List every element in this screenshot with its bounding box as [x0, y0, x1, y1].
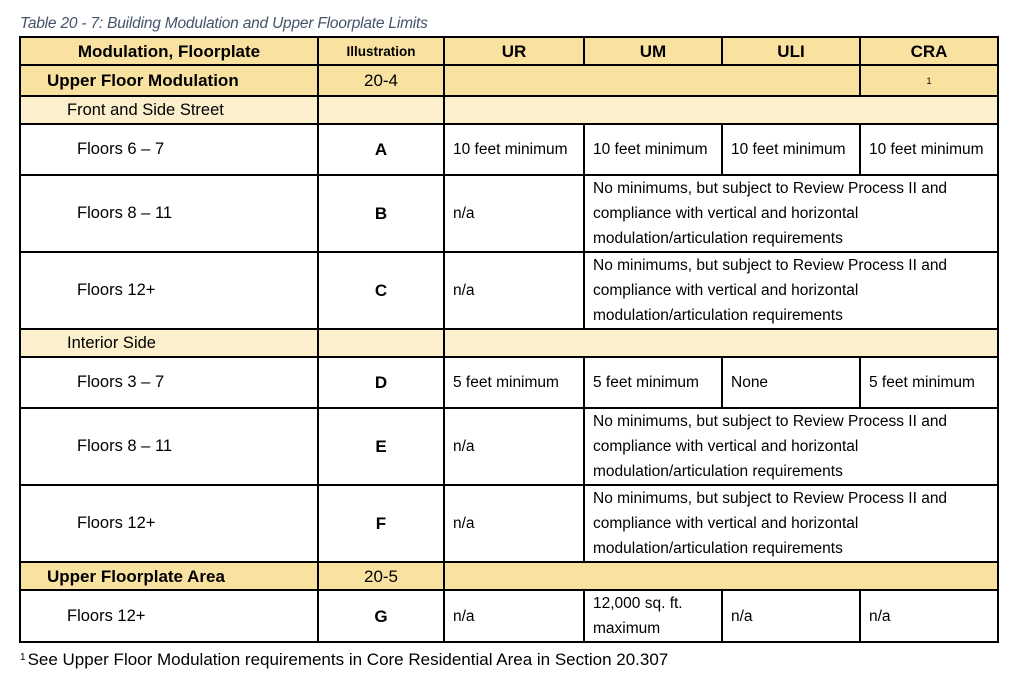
merged-um-uli-cra-cell: No minimums, but subject to Review Process II and compliance with vertical and horizontal modulation/articulation requirements [584, 252, 998, 329]
floors-cell: Floors 6 – 7 [20, 124, 318, 175]
footnote-marker: 1 [20, 652, 26, 663]
floors-cell: Floors 8 – 11 [20, 175, 318, 252]
header-row [20, 37, 998, 65]
subsection-row-front-side-street [20, 96, 998, 124]
header-cra: CRA [860, 37, 998, 65]
section-empty-cell [444, 562, 998, 590]
illustration-cell: D [318, 357, 444, 408]
uli-cell: 10 feet minimum [722, 124, 860, 175]
section-label: Upper Floor Modulation [20, 65, 318, 96]
floors-cell: Floors 8 – 11 [20, 408, 318, 485]
section-row-upper-floor-modulation [20, 65, 998, 96]
illustration-cell: F [318, 485, 444, 562]
merged-um-uli-cra-cell: No minimums, but subject to Review Process II and compliance with vertical and horizontal modulation/articulation requirements [584, 485, 998, 562]
illustration-cell: C [318, 252, 444, 329]
header-illustration: Illustration [318, 37, 444, 65]
table-row [20, 252, 998, 329]
table-row [20, 124, 998, 175]
illustration-cell: G [318, 590, 444, 642]
illustration-cell: A [318, 124, 444, 175]
table-row [20, 408, 998, 485]
um-cell: 10 feet minimum [584, 124, 722, 175]
section-row-upper-floorplate-area [20, 562, 998, 590]
subsection-row-interior-side [20, 329, 998, 357]
illustration-cell: B [318, 175, 444, 252]
section-label: Upper Floorplate Area [20, 562, 318, 590]
subsection-empty-cell [444, 329, 998, 357]
floors-cell: Floors 12+ [20, 590, 318, 642]
section-illustration: 20-5 [318, 562, 444, 590]
merged-um-uli-cra-cell: No minimums, but subject to Review Process II and compliance with vertical and horizontal modulation/articulation requirements [584, 408, 998, 485]
uli-cell: None [722, 357, 860, 408]
modulation-floorplate-table [19, 36, 999, 643]
merged-um-uli-cra-cell: No minimums, but subject to Review Process II and compliance with vertical and horizontal modulation/articulation requirements [584, 175, 998, 252]
table-row [20, 175, 998, 252]
ur-cell: n/a [444, 485, 584, 562]
subsection-empty-cell [318, 329, 444, 357]
section-empty-cell [444, 65, 860, 96]
cra-cell: 5 feet minimum [860, 357, 998, 408]
header-um: UM [584, 37, 722, 65]
ur-cell: 5 feet minimum [444, 357, 584, 408]
subsection-label: Interior Side [20, 329, 318, 357]
ur-cell: n/a [444, 590, 584, 642]
cra-cell: n/a [860, 590, 998, 642]
cra-cell: 10 feet minimum [860, 124, 998, 175]
floors-cell: Floors 12+ [20, 252, 318, 329]
subsection-empty-cell [318, 96, 444, 124]
ur-cell: n/a [444, 408, 584, 485]
table-caption: Table 20 - 7: Building Modulation and Upper Floorplate Limits [20, 15, 428, 32]
ur-cell: n/a [444, 175, 584, 252]
ur-cell: n/a [444, 252, 584, 329]
uli-cell: n/a [722, 590, 860, 642]
footnote [20, 650, 668, 670]
table-row [20, 590, 998, 642]
subsection-empty-cell [444, 96, 998, 124]
illustration-cell: E [318, 408, 444, 485]
floors-cell: Floors 3 – 7 [20, 357, 318, 408]
header-ur: UR [444, 37, 584, 65]
header-modulation-floorplate: Modulation, Floorplate [20, 37, 318, 65]
footnote-text: See Upper Floor Modulation requirements in Core Residential Area in Section 20.307 [27, 650, 669, 669]
subsection-label: Front and Side Street [20, 96, 318, 124]
section-illustration: 20-4 [318, 65, 444, 96]
um-cell: 12,000 sq. ft. maximum [584, 590, 722, 642]
table-row [20, 357, 998, 408]
header-uli: ULI [722, 37, 860, 65]
um-cell: 5 feet minimum [584, 357, 722, 408]
cra-footnote-marker: 1 [860, 65, 998, 96]
ur-cell: 10 feet minimum [444, 124, 584, 175]
floors-cell: Floors 12+ [20, 485, 318, 562]
table-row [20, 485, 998, 562]
